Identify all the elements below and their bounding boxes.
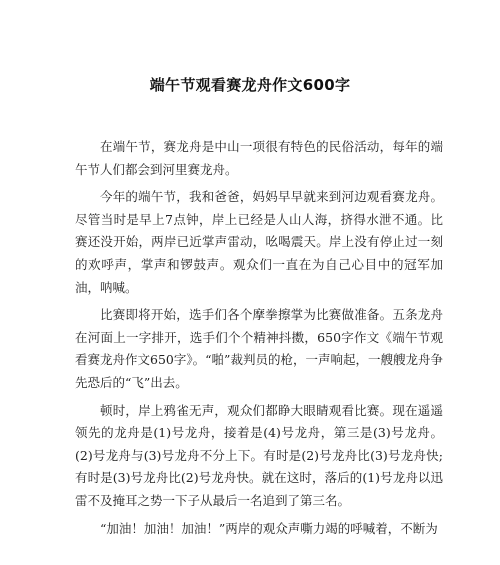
paragraph-5: “加油！加油！加油！”两岸的观众声嘶力竭的呼喊着，不断为: [100, 520, 438, 536]
paragraph-3: 比赛即将开始，选手们各个摩拳擦掌为比赛做准备。五条龙舟在河面上一字排开，选手们个个精神抖擞，650字作文《端午节观看赛龙舟作文650字》。“啪”裁判员的枪，一声响起，一艘艘龙舟争先恐后的“飞”出去。: [75, 307, 443, 390]
paragraph-4: 顿时，岸上鸦雀无声，观众们都睁大眼睛观看比赛。现在遥遥领先的龙舟是(1)号龙舟，接着是(4)号龙舟，第三是(3)号龙舟。(2)号龙舟与(3)号龙舟不分上下。有时是(2)号龙舟比(3)号龙舟快;有时是(3)号龙舟比(2)号龙舟快。就在这时，落后的(1)号龙舟以迅雷不及掩耳之势一下子从最后一名追到了第三名。: [75, 402, 443, 508]
paragraph-2: 今年的端午节，我和爸爸，妈妈早早就来到河边观看赛龙舟。尽管当时是早上7点钟，岸上已经是人山人海，挤得水泄不通。比赛还没开始，两岸已近掌声雷动，吆喝震天。岸上没有停止过一刻的欢呼声，掌声和锣鼓声。观众们一直在为自己心目中的冠军加油，呐喊。: [75, 189, 443, 295]
document-body: [75, 136, 443, 545]
paragraph-1: 在端午节，赛龙舟是中山一项很有特色的民俗活动，每年的端午节人们都会到河里赛龙舟。: [75, 139, 443, 177]
document-title: 端午节观看赛龙舟作文600字: [149, 76, 351, 94]
